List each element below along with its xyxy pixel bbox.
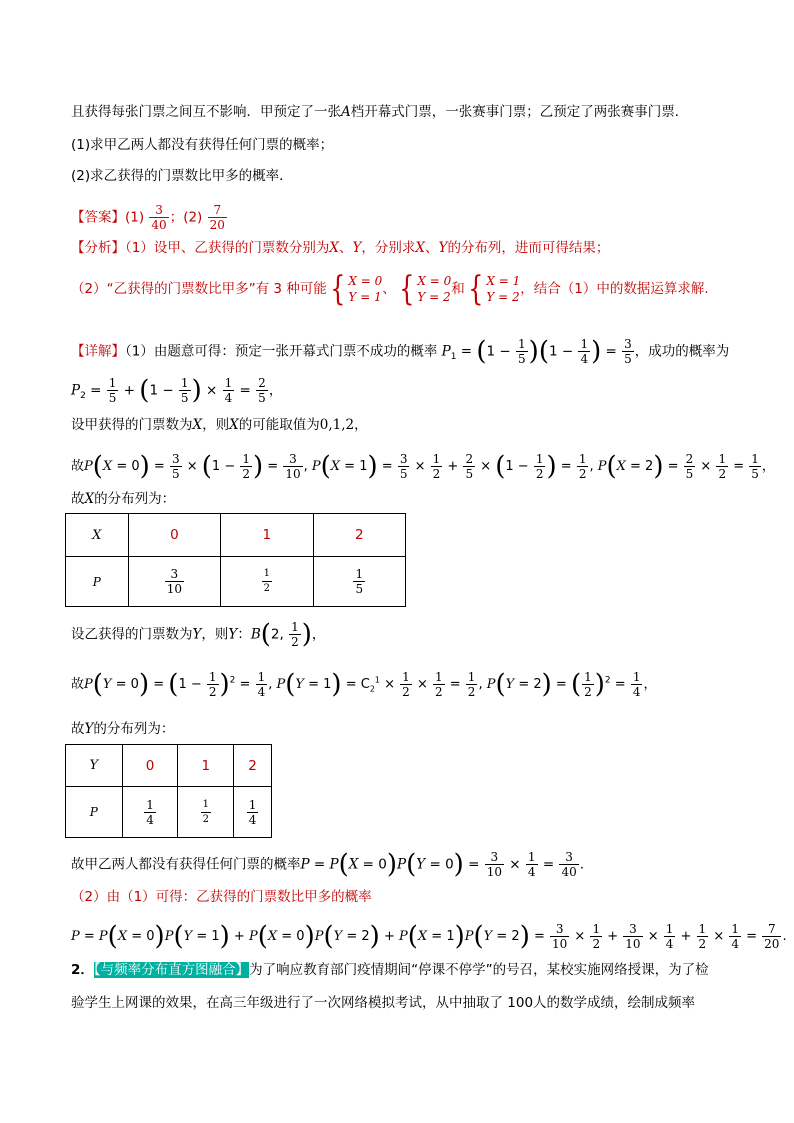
table-header-cell: 1 [178, 745, 234, 787]
table-header-cell: 2 [313, 514, 405, 557]
question-1: (1)求甲乙两人都没有获得任何门票的概率； [71, 137, 334, 153]
distribution-table-x [65, 513, 406, 607]
table-header-cell: 0 [122, 745, 178, 787]
case-system-2: X = 0 Y = 2 [417, 274, 452, 304]
problem-2-line-1: 2．【与频率分布直方图融合】为了响应教育部门疫情期间“停课不停学”的号召，某校实施网络授课，为了检 [71, 962, 709, 978]
intro-line: 且获得每张门票之间互不影响．甲预定了一张A档开幕式门票，一张赛事门票；乙预定了两张赛事门票． [71, 104, 689, 120]
table-header-cell: X [66, 514, 129, 557]
case-system-1: X = 0 Y = 1 [348, 274, 383, 304]
detail-line-11: P = P(X = 0)P(Y = 1) + P(X = 0)P(Y = 2) + P(X = 1)P(Y = 2) = $\frac{3}{10}$ × $\frac{1}{2}$ + $\frac{3}{10}$ × $\frac{1}{4}$ + $\frac{1}{2}$ × $\frac{1}{4}$ = $\frac{7}{20}$ . [71, 921, 787, 952]
detail-line-10: （2）由（1）可得：乙获得的门票数比甲多的概率 [71, 889, 372, 905]
table-cell: $\frac{1}{5}$ [313, 557, 405, 607]
table-header-cell: 1 [221, 514, 313, 557]
table-header-cell: 2 [234, 745, 272, 787]
distribution-table-y [65, 744, 272, 838]
detail-line-6: 设乙获得的门票数为Y，则Y：B(2, $\frac{1}{2}$ )， [71, 619, 326, 650]
problem-number: 2． [71, 962, 94, 978]
table-row-label: P [66, 787, 123, 838]
answer-1-fraction: $\frac{3}{40}$ [151, 203, 167, 232]
table-cell: $\frac{3}{10}$ [128, 557, 220, 607]
table-cell: $\frac{1}{4}$ [234, 787, 272, 838]
detail-line-5: 故X的分布列为： [71, 491, 176, 507]
analysis-line-1: 【分析】（1）设甲、乙获得的门票数分别为X、Y，分别求X、Y的分布列，进而可得结果； [71, 240, 610, 256]
table-header-cell: 0 [128, 514, 220, 557]
table-cell: $\frac{1}{2}$ [221, 557, 313, 607]
detail-line-8: 故Y的分布列为： [71, 721, 175, 737]
detail-line-9: 故甲乙两人都没有获得任何门票的概率P = P(X = 0)P(Y = 0) = $\frac{3}{10}$ × $\frac{1}{4}$ = $\frac{3}{40}$ . [71, 849, 585, 880]
detail-line-4: 故P(X = 0) = $\frac{3}{5}$ × (1 − $\frac{1}{2}$ ) = $\frac{3}{10}$ , P(X = 1) = $\frac{3}{5}$ × $\frac{1}{2}$ + $\frac{2}{5}$ × (1 − $\frac{1}{2}$ ) = $\frac{1}{2}$ , P(X = 2) = $\frac{2}{5}$ × $\frac{1}{2}$ = $\frac{1}{5}$ ， [71, 451, 775, 482]
analysis-line-2: （2）“乙获得的门票数比甲多”有 3 种可能{ X = 0 Y = 1 、{ X = 0 Y = 2 和{ X = 1 Y = 2 ，结合（1）中的数据运算求解. [71, 269, 709, 309]
table-header-cell: Y [66, 745, 123, 787]
problem-tag: 【与频率分布直方图融合】 [93, 962, 250, 978]
problem-2-line-2: 验学生上网课的效果，在高三年级进行了一次网络模拟考试，从中抽取了 100人的数学成绩，绘制成频率 [71, 995, 696, 1011]
detail-line-3: 设甲获得的门票数为X，则X的可能取值为0,1,2， [71, 417, 368, 433]
detail-line-2: $P_2$ = $\frac{1}{5}$ + (1 − $\frac{1}{5}$ ) × $\frac{1}{4}$ = $\frac{2}{5}$ ， [71, 375, 283, 406]
answer-label: 【答案】 [71, 209, 125, 226]
answer-line: 【答案】(1) $\frac{3}{40}$ ；(2) $\frac{7}{20}$ [71, 203, 225, 232]
detail-line-7: 故P(Y = 0) = (1 − $\frac{1}{2}$ )$^2$ = $\frac{1}{4}$ , $P(Y = 1) = C_2^1$ × $\frac{1}{2}$ × $\frac{1}{2}$ = $\frac{1}{2}$ , P(Y = 2) = ( $\frac{1}{2}$ )$^2$ = $\frac{1}{4}$ ， [71, 669, 657, 700]
table-cell: $\frac{1}{2}$ [178, 787, 234, 838]
detail-label: 【详解】 [71, 343, 125, 360]
question-2: (2)求乙获得的门票数比甲多的概率． [71, 168, 293, 184]
case-system-3: X = 1 Y = 2 [486, 274, 521, 304]
answer-2-fraction: $\frac{7}{20}$ [209, 203, 225, 232]
table-row-label: P [66, 557, 129, 607]
analysis-label: 【分析】 [71, 240, 125, 256]
detail-line-1: 【详解】（1）由题意可得：预定一张开幕式门票不成功的概率 $P_1 = (1$ − $\frac{1}{5}$ )(1 − $\frac{1}{4}$ ) = $\frac{3}{5}$ ，成功的概率为 [71, 336, 730, 367]
table-cell: $\frac{1}{4}$ [122, 787, 178, 838]
